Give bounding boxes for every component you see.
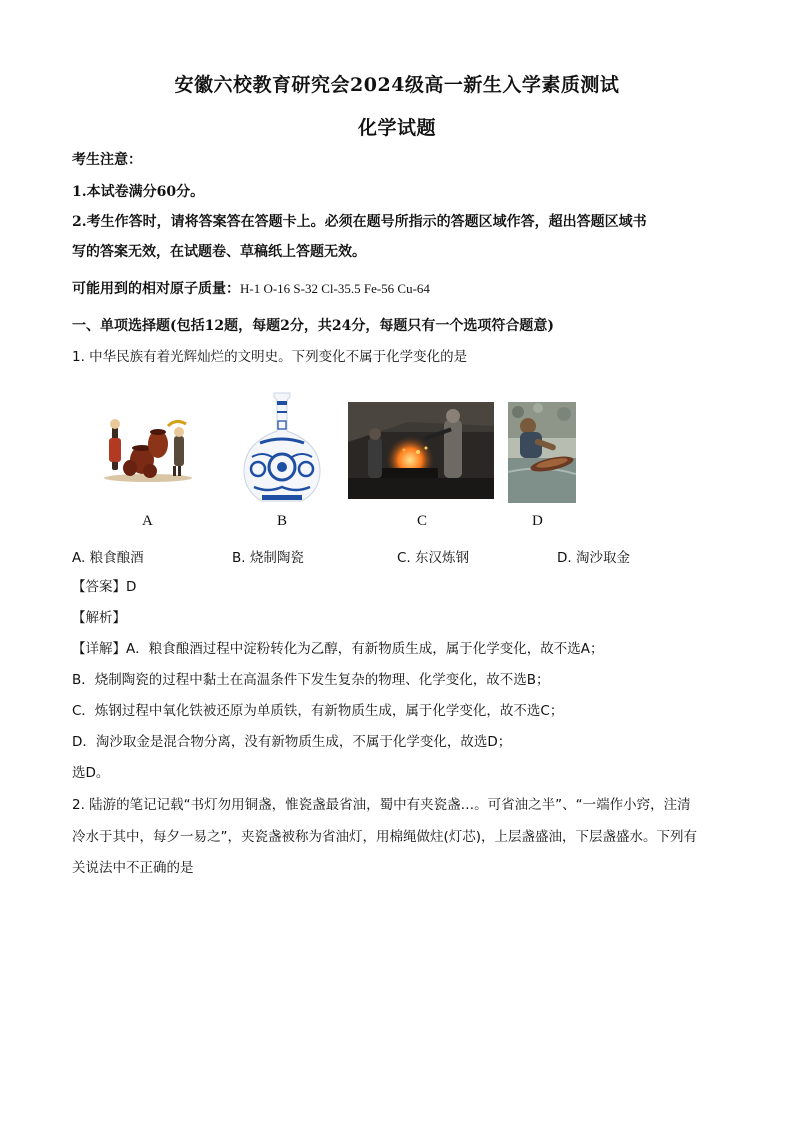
section-1-heading: 一、单项选择题(包括12题，每题2分，共24分，每题只有一个选项符合题意)	[72, 318, 554, 334]
atomic-mass-label: 可能用到的相对原子质量：	[72, 281, 240, 297]
image-c-forging-steel	[348, 402, 494, 499]
image-label-b: B	[277, 513, 288, 529]
detail-line-3: C．炼钢过程中氧化铁被还原为单质铁，有新物质生成，属于化学变化，故不选C；	[72, 703, 564, 719]
image-label-a: A	[142, 513, 153, 529]
image-label-d: D	[532, 513, 543, 529]
image-b-porcelain-vase	[240, 391, 324, 505]
detail-line-5: 选D。	[72, 765, 110, 781]
question-2-line-1: 2. 陆游的笔记记载“书灯勿用铜盏，惟瓷盏最省油，蜀中有夹瓷盏…。可省油之半”、“一端作小窍，注清	[72, 797, 691, 813]
question-2-line-3: 关说法中不正确的是	[72, 860, 194, 876]
porcelain-vase-illustration	[240, 391, 324, 505]
option-b: B. 烧制陶瓷	[232, 550, 304, 566]
notice-heading: 考生注意：	[72, 152, 142, 168]
option-d: D. 淘沙取金	[557, 550, 630, 566]
question-1-stem: 1. 中华民族有着光辉灿烂的文明史。下列变化不属于化学变化的是	[72, 349, 468, 365]
atomic-mass-values: H-1 O-16 S-32 Cl-35.5 Fe-56 Cu-64	[240, 281, 430, 296]
gold-panning-illustration	[508, 402, 576, 503]
detail-line-4: D．淘沙取金是混合物分离，没有新物质生成，不属于化学变化，故选D；	[72, 734, 512, 750]
notice-item-2-line-2: 写的答案无效，在试题卷、草稿纸上答题无效。	[72, 244, 366, 260]
analysis-heading-q1: 【解析】	[72, 610, 126, 626]
image-a-wine-making	[102, 416, 194, 482]
question-2-line-2: 冷水于其中，每夕一易之”，夹瓷盏被称为省油灯，用棉绳做炷(灯芯)，上层盏盛油，下层盏盛水。下列有	[72, 829, 698, 845]
notice-item-2-line-1: 2.考生作答时，请将答案答在答题卡上。必须在题号所指示的答题区域作答，超出答题区域书	[72, 214, 647, 230]
exam-title: 安徽六校教育研究会2024级高一新生入学素质测试	[174, 74, 620, 96]
notice-item-1: 1.本试卷满分60分。	[72, 184, 205, 200]
wine-making-illustration	[102, 416, 194, 482]
detail-line-1: 【详解】A．粮食酿酒过程中淀粉转化为乙醇，有新物质生成，属于化学变化，故不选A；	[72, 641, 604, 657]
forging-steel-illustration	[348, 402, 494, 499]
detail-line-2: B．烧制陶瓷的过程中黏土在高温条件下发生复杂的物理、化学变化，故不选B；	[72, 672, 550, 688]
exam-subtitle: 化学试题	[357, 117, 436, 139]
image-d-gold-panning	[508, 402, 576, 503]
option-c: C. 东汉炼钢	[397, 550, 470, 566]
atomic-mass-line	[72, 279, 732, 299]
option-a: A. 粮食酿酒	[72, 550, 144, 566]
image-label-c: C	[417, 513, 428, 529]
answer-q1: 【答案】D	[72, 579, 137, 595]
